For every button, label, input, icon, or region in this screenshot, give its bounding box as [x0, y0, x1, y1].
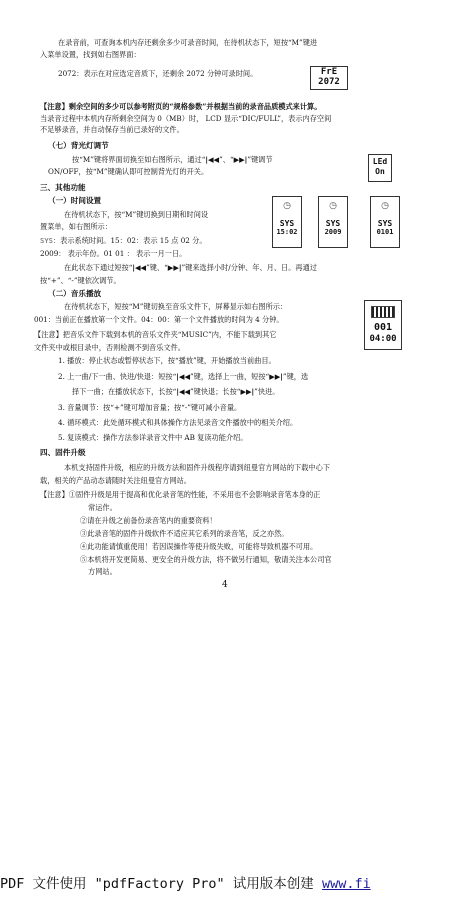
backlight-line-2: ON/OFF，按“M”键确认即可控制背光灯的开关。 — [48, 167, 209, 176]
intro-line-2: 入菜单设置，找到如右图界面： — [40, 50, 141, 59]
section-backlight-heading: （七）背光灯调节 — [48, 141, 109, 150]
list-item-loop: 4. 循环模式：此处循环模式和具体操作方法见录音文件播放中的相关介绍。 — [58, 418, 298, 427]
intro-line-1: 在录音前，可查询本机内存还剩余多少可录音时间，在待机状态下，短按“M”键进 — [58, 38, 318, 47]
page-number: 4 — [222, 580, 228, 590]
lcd-free-space — [310, 66, 348, 90]
time-line-6: 按“+”、“-”键依次调节。 — [40, 276, 121, 285]
lcd-led-label: LEd — [372, 157, 388, 166]
list-item-play: 1. 播放：停止状态或暂停状态下，按“播放”键，开始播放当前曲目。 — [58, 356, 276, 365]
music-line-4: 文件夹中或根目录中，否则检测不到音乐文件。 — [34, 343, 185, 352]
list-item-repeat: 5. 复读模式：操作方法参详录音文件中 AB 复读功能介绍。 — [58, 433, 248, 442]
section-other-heading: 三、其他功能 — [40, 183, 86, 192]
lcd-free-value: 2072 — [318, 77, 340, 87]
lcd-sys-time: ◷ SYS 15:02 — [272, 196, 302, 248]
backlight-line-1: 按“M”键将界面切换至如右图所示，通过“|◀◀”、“▶▶|”键调节 — [72, 155, 273, 164]
time-line-1: 在待机状态下，按“M”键切换到日期和时间设 — [64, 210, 209, 219]
list-item-prev-next-2: 择下一曲；在播放状态下，长按“|◀◀”键快退；长按“▶▶|”快进。 — [72, 387, 280, 396]
footer-text: PDF 文件使用 "pdfFactory Pro" 试用版本创建 — [0, 876, 322, 892]
pdf-footer — [0, 872, 455, 892]
footer-link[interactable]: www.fi — [321, 876, 371, 892]
clock-icon: ◷ — [283, 201, 291, 211]
prev-track-icon: |◀◀ — [176, 372, 190, 381]
time-line-2: 置菜单，如右图所示： — [40, 222, 112, 231]
firmware-note-2: ②请在升级之前备份录音笔内的重要资料！ — [80, 516, 217, 525]
next-track-icon: ▶▶| — [240, 387, 255, 396]
next-track-icon: ▶▶| — [233, 155, 248, 164]
firmware-note-1: 【注意】①固件升级是用于提高和优化录音笔的性能，不采用也不会影响录音笔本身的正 — [40, 490, 321, 499]
next-track-icon: ▶▶| — [167, 263, 182, 272]
note-1-line-1: 【注意】剩余空间的多少可以参考附页的“规格参数”并根据当前的录音品质模式来计算。 — [40, 102, 322, 111]
lcd-sys-year: ◷ SYS 2009 — [318, 196, 348, 248]
firmware-note-3: ③此录音笔的固件升级软件不适应其它系列的录音笔，反之亦然。 — [80, 529, 289, 538]
lcd-sys-date: ◷ SYS 0101 — [370, 196, 400, 248]
intro-line-3: 2072：表示在对应选定音质下，还剩余 2072 分钟可录时间。 — [58, 69, 258, 78]
music-level-bars — [371, 306, 395, 318]
section-music-heading: （二）音乐播放 — [48, 289, 102, 298]
firmware-note-5b: 方网站。 — [88, 567, 117, 576]
prev-track-icon: |◀◀ — [176, 387, 190, 396]
list-item-prev-next: 2. 上一曲/下一曲、快进/快退：短按“|◀◀”键，选择上一曲，短按“▶▶|”键，选 — [58, 372, 309, 381]
time-line-3: SYS：表示系统时间。15：02：表示 15 点 02 分。 — [40, 236, 207, 245]
sys-icon: SYS — [40, 236, 53, 245]
music-line-2: 001：当前正在播放第一个文件。04：00：第一个文件播放的时间为 4 分钟。 — [34, 315, 284, 324]
clock-icon: ◷ — [329, 201, 337, 211]
clock-icon: ◷ — [381, 201, 389, 211]
firmware-line-1: 本机支持固件升级，相应的升级方法和固件升级程序请到纽曼官方网站的下载中心下 — [64, 463, 330, 472]
firmware-line-2: 载，相关的产品动态请随时关注纽曼官方网站。 — [40, 476, 191, 485]
lcd-backlight — [368, 154, 392, 182]
firmware-note-1b: 常运作。 — [88, 503, 117, 512]
lcd-music: 001 04:00 — [364, 300, 402, 350]
music-line-3: 【注意】把音乐文件下载到本机的音乐文件夹“MUSIC”内，不能下载到其它 — [34, 330, 277, 339]
lcd-led-value: On — [375, 167, 385, 176]
firmware-note-5: ⑤本机将开发更简易、更安全的升级方法，将不做另行通知，敬请关注本公司官 — [80, 555, 332, 564]
section-firmware-heading: 四、固件升级 — [40, 448, 86, 457]
music-line-1: 在待机状态下，短按“M”键切换至音乐文件下，屏幕显示如右图所示： — [64, 302, 288, 311]
next-track-icon: ▶▶| — [269, 372, 283, 381]
note-1-line-2: 当录音过程中本机内存所剩余空间为 0（MB）时， LCD 显示“DIC/FULL”，表示内存空间 — [40, 114, 332, 123]
list-item-volume: 3. 音量调节：按“+”键可增加音量；按“-”键可减小音量。 — [58, 403, 242, 412]
section-time-heading: （一）时间设置 — [48, 196, 102, 205]
time-line-5: 在此状态下通过短按“|◀◀”键、“▶▶|”键来选择小时/分钟、年、月、日。再通过 — [64, 263, 317, 272]
note-1-line-3: 不足够录音，并自动保存当前已录好的文件。 — [40, 125, 184, 134]
prev-track-icon: |◀◀ — [205, 155, 220, 164]
prev-track-icon: |◀◀ — [132, 263, 147, 272]
lcd-free-label: FrE — [320, 67, 338, 77]
firmware-note-4: ④此功能请慎重使用！若因误操作等使升级失败，可能将导致机器不可用。 — [80, 542, 318, 551]
time-line-4: 2009： 表示年份。01 01 ： 表示一月一日。 — [40, 249, 187, 258]
